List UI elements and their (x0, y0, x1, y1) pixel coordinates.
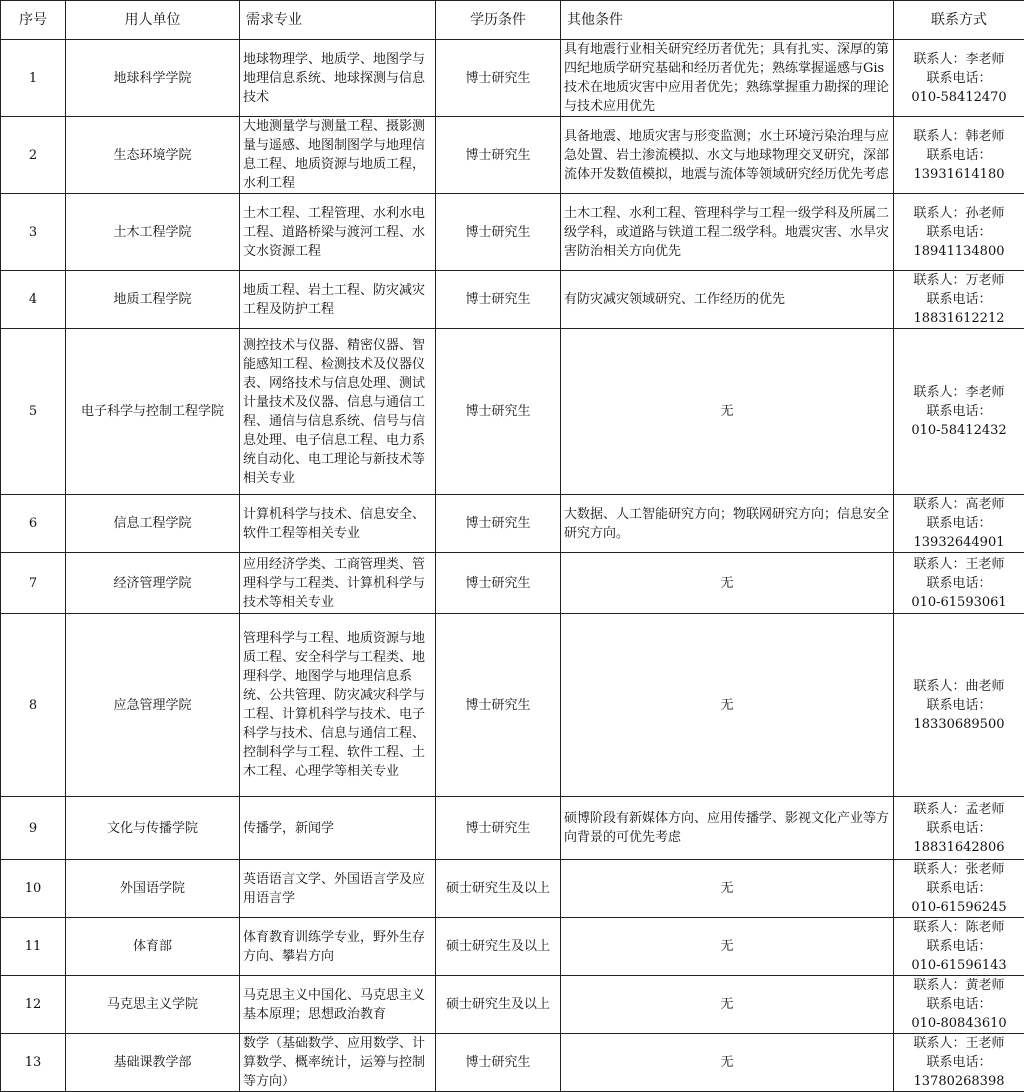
header-unit: 用人单位 (66, 1, 240, 40)
row-number: 8 (1, 614, 66, 797)
table-row (1, 271, 1024, 329)
row-number: 11 (1, 918, 66, 976)
row-contact (894, 1034, 1024, 1092)
contact-phone-label: 联系电话： (897, 223, 1021, 242)
row-education: 硕士研究生及以上 (436, 918, 561, 976)
contact-person: 联系人：曲老师 (897, 677, 1021, 696)
row-unit: 经济管理学院 (66, 553, 240, 614)
row-contact (894, 40, 1024, 117)
row-number: 2 (1, 117, 66, 194)
row-major: 体育教育训练学专业，野外生存方向、攀岩方向 (240, 918, 436, 976)
contact-phone: 13780268398 (897, 1072, 1021, 1091)
row-other: 无 (561, 329, 894, 495)
contact-phone: 010-61593061 (897, 593, 1021, 612)
table-row (1, 495, 1024, 553)
row-major: 地质工程、岩土工程、防灾减灾工程及防护工程 (240, 271, 436, 329)
table-row (1, 553, 1024, 614)
table-row (1, 117, 1024, 194)
row-other: 无 (561, 918, 894, 976)
row-education: 博士研究生 (436, 40, 561, 117)
row-contact (894, 614, 1024, 797)
row-number: 10 (1, 860, 66, 918)
row-education: 博士研究生 (436, 495, 561, 553)
row-unit: 文化与传播学院 (66, 797, 240, 860)
row-number: 9 (1, 797, 66, 860)
row-major: 测控技术与仪器、精密仪器、智能感知工程、检测技术及仪器仪表、网络技术与信息处理、测试计量技术及仪器、信息与通信工程、通信与信息系统、信号与信息处理、电子信息工程、电力系统自动化、电工理论与新技术等相关专业 (240, 329, 436, 495)
row-education: 博士研究生 (436, 614, 561, 797)
row-education: 硕士研究生及以上 (436, 976, 561, 1034)
row-education: 硕士研究生及以上 (436, 860, 561, 918)
contact-phone: 010-58412470 (897, 88, 1021, 107)
contact-person: 联系人：李老师 (897, 383, 1021, 402)
row-other: 无 (561, 860, 894, 918)
row-unit: 马克思主义学院 (66, 976, 240, 1034)
row-major: 应用经济学类、工商管理类、管理科学与工程类、计算机科学与技术等相关专业 (240, 553, 436, 614)
row-major: 英语语言文学、外国语言学及应用语言学 (240, 860, 436, 918)
row-education: 博士研究生 (436, 329, 561, 495)
contact-phone-label: 联系电话： (897, 995, 1021, 1014)
row-unit: 电子科学与控制工程学院 (66, 329, 240, 495)
row-other: 大数据、人工智能研究方向；物联网研究方向；信息安全研究方向。 (561, 495, 894, 553)
contact-phone-label: 联系电话： (897, 146, 1021, 165)
row-other: 具备地震、地质灾害与形变监测；水土环境污染治理与应急处置、岩土渗流模拟、水文与地球物理交叉研究，深部流体开发数值模拟，地震与流体等领域研究经历优先考虑 (561, 117, 894, 194)
header-education: 学历条件 (436, 1, 561, 40)
row-other: 无 (561, 614, 894, 797)
row-number: 4 (1, 271, 66, 329)
row-number: 13 (1, 1034, 66, 1092)
row-other: 无 (561, 976, 894, 1034)
contact-phone: 13931614180 (897, 165, 1021, 184)
row-unit: 体育部 (66, 918, 240, 976)
contact-person: 联系人：高老师 (897, 495, 1021, 514)
row-other: 无 (561, 1034, 894, 1092)
row-other: 无 (561, 553, 894, 614)
contact-phone-label: 联系电话： (897, 696, 1021, 715)
row-contact (894, 553, 1024, 614)
contact-phone-label: 联系电话： (897, 290, 1021, 309)
row-number: 1 (1, 40, 66, 117)
contact-phone-label: 联系电话： (897, 879, 1021, 898)
row-major: 传播学，新闻学 (240, 797, 436, 860)
contact-person: 联系人：孙老师 (897, 204, 1021, 223)
contact-phone-label: 联系电话： (897, 69, 1021, 88)
row-other: 有防灾减灾领域研究、工作经历的优先 (561, 271, 894, 329)
table-row (1, 976, 1024, 1034)
header-contact: 联系方式 (894, 1, 1024, 40)
header-other: 其他条件 (561, 1, 894, 40)
row-other: 硕博阶段有新媒体方向、应用传播学、影视文化产业等方向背景的可优先考虑 (561, 797, 894, 860)
row-major: 马克思主义中国化、马克思主义基本原理；思想政治教育 (240, 976, 436, 1034)
contact-person: 联系人：王老师 (897, 555, 1021, 574)
contact-phone: 18941134800 (897, 242, 1021, 261)
row-unit: 地质工程学院 (66, 271, 240, 329)
contact-phone-label: 联系电话： (897, 574, 1021, 593)
row-education: 博士研究生 (436, 271, 561, 329)
contact-phone: 010-58412432 (897, 421, 1021, 440)
row-contact (894, 329, 1024, 495)
contact-phone: 010-61596143 (897, 956, 1021, 975)
contact-person: 联系人：黄老师 (897, 976, 1021, 995)
contact-phone: 010-61596245 (897, 898, 1021, 917)
header-major: 需求专业 (240, 1, 436, 40)
row-unit: 土木工程学院 (66, 194, 240, 271)
row-major: 计算机科学与技术、信息安全、软件工程等相关专业 (240, 495, 436, 553)
contact-person: 联系人：张老师 (897, 860, 1021, 879)
row-major: 管理科学与工程、地质资源与地质工程、安全科学与工程类、地理科学、地图学与地理信息系统、公共管理、防灾减灾科学与工程、计算机科学与技术、电子科学与技术、信息与通信工程、控制科学与工程、软件工程、土木工程、心理学等相关专业 (240, 614, 436, 797)
row-unit: 基础课教学部 (66, 1034, 240, 1092)
row-major: 数学（基础数学、应用数学、计算数学、概率统计，运筹与控制等方向） (240, 1034, 436, 1092)
row-unit: 应急管理学院 (66, 614, 240, 797)
row-major: 大地测量学与测量工程、摄影测量与遥感、地图制图学与地理信息工程、地质资源与地质工程，水利工程 (240, 117, 436, 194)
contact-person: 联系人：韩老师 (897, 127, 1021, 146)
row-number: 3 (1, 194, 66, 271)
table-row (1, 40, 1024, 117)
header-no: 序号 (1, 1, 66, 40)
row-unit: 地球科学学院 (66, 40, 240, 117)
contact-phone: 13932644901 (897, 533, 1021, 552)
contact-phone-label: 联系电话： (897, 1053, 1021, 1072)
row-number: 6 (1, 495, 66, 553)
row-education: 博士研究生 (436, 553, 561, 614)
contact-person: 联系人：陈老师 (897, 918, 1021, 937)
contact-phone-label: 联系电话： (897, 402, 1021, 421)
row-education: 博士研究生 (436, 117, 561, 194)
table-row (1, 918, 1024, 976)
row-contact (894, 860, 1024, 918)
row-education: 博士研究生 (436, 797, 561, 860)
contact-phone: 010-80843610 (897, 1014, 1021, 1033)
contact-phone: 18831612212 (897, 309, 1021, 328)
row-education: 博士研究生 (436, 194, 561, 271)
row-contact (894, 271, 1024, 329)
row-number: 7 (1, 553, 66, 614)
contact-person: 联系人：王老师 (897, 1034, 1021, 1053)
row-contact (894, 495, 1024, 553)
row-unit: 信息工程学院 (66, 495, 240, 553)
row-number: 12 (1, 976, 66, 1034)
row-major: 地球物理学、地质学、地图学与地理信息系统、地球探测与信息技术 (240, 40, 436, 117)
row-unit: 生态环境学院 (66, 117, 240, 194)
contact-phone: 18831642806 (897, 838, 1021, 857)
table-row (1, 860, 1024, 918)
table-row (1, 329, 1024, 495)
contact-phone-label: 联系电话： (897, 937, 1021, 956)
table-row (1, 797, 1024, 860)
row-unit: 外国语学院 (66, 860, 240, 918)
contact-phone: 18330689500 (897, 715, 1021, 734)
row-contact (894, 918, 1024, 976)
contact-phone-label: 联系电话： (897, 514, 1021, 533)
row-other: 具有地震行业相关研究经历者优先；具有扎实、深厚的第四纪地质学研究基础和经历者优先；熟练掌握遥感与Gis技术在地质灾害中应用者优先；熟练掌握重力勘探的理论与技术应用优先 (561, 40, 894, 117)
row-education: 博士研究生 (436, 1034, 561, 1092)
row-number: 5 (1, 329, 66, 495)
row-other: 土木工程、水利工程、管理科学与工程一级学科及所属二级学科，或道路与铁道工程二级学科。地震灾害、水旱灾害防治相关方向优先 (561, 194, 894, 271)
contact-person: 联系人：孟老师 (897, 800, 1021, 819)
row-contact (894, 117, 1024, 194)
row-contact (894, 194, 1024, 271)
table-header-row (1, 1, 1024, 40)
table-row (1, 1034, 1024, 1092)
row-contact (894, 797, 1024, 860)
table-row (1, 614, 1024, 797)
contact-person: 联系人：李老师 (897, 50, 1021, 69)
row-major: 土木工程、工程管理、水利水电工程、道路桥梁与渡河工程、水文水资源工程 (240, 194, 436, 271)
table-row (1, 194, 1024, 271)
contact-phone-label: 联系电话： (897, 819, 1021, 838)
contact-person: 联系人：万老师 (897, 271, 1021, 290)
row-contact (894, 976, 1024, 1034)
